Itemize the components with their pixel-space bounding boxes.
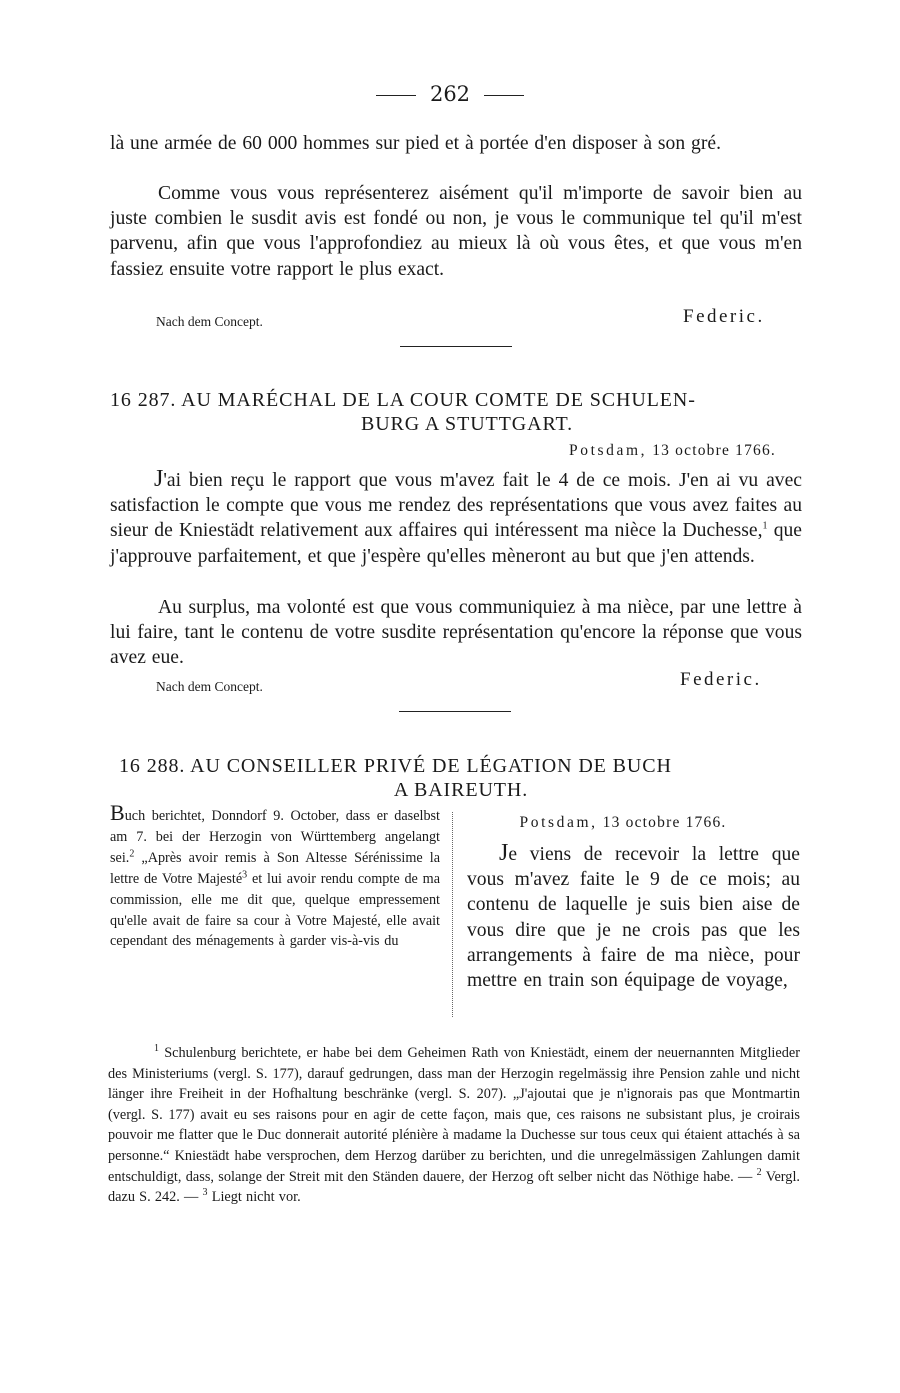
letter-number: 16 288.: [119, 755, 186, 777]
letter-16287-paragraph-1: J'ai bien reçu le rapport que vous m'avez fait le 4 de ce mois. J'en ai vu avec satisfaction le compte que vous me rendez des représentations que vous avez faites au sieur de Kniestädt relativement aux affaires qui intéressent ma nièce la Duchesse,$^1$ que j'approuve parfaitement, et que j'espère qu'elles mèneront au but que j'en attends.: [110, 466, 802, 567]
heading-line-2: BURG A STUTTGART.: [360, 413, 574, 435]
intro-paragraph-2: Comme vous vous représenterez aisément qu'il m'importe de savoir bien au juste combien le susdit avis est fondé ou non, je vous le communique tel qu'il m'est parvenu, afin que vous l'approfondiez au mieux là où vous êtes, et que vous m'en fassiez ensuite votre rapport le plus exact.: [110, 183, 802, 280]
footnote-1: Schulenburg berichtete, er habe bei dem Geheimen Rath von Kniestädt, einem der neuernannten Mitglieder des Ministeriums (vergl. S. 177), darauf gedrungen, dass man der Herzogin regelmässig ihre Pension zahle und nicht länger ihre Freiheit in der Hofhaltung beschränke (vergl. S. 207). „J'ajoutai que je n'ignorais pas que Montmartin (vergl. S. 177) avait eu ses raisons pour en agir de cette façon, mais que, ces raisons ne subsistant plus, je croirais pouvoir me flatter que le Duc donnerait autorité plénière à madame la Duchesse sur tous ceux qui étaient attachés à sa personne.“ Kniestädt habe versprochen, dem Herzog darüber zu berichten, und die unregelmässigen Zahlungen damit entschuldigt, dass, solange der Streit mit den Ständen dauere, der Herzog oft selber nicht das Nöthige habe. —: [108, 1045, 800, 1185]
separator-1: [400, 346, 512, 347]
footnote-ref: 3: [242, 868, 248, 880]
page-number-rule-right: [484, 95, 524, 96]
footnotes: [108, 1043, 800, 1208]
drop-initial: J: [154, 466, 164, 492]
letter-16288-dateline: Potsdam, 13 octobre 1766.: [519, 814, 727, 831]
footnote-mark: 3: [202, 1187, 208, 1199]
intro-signature: Federic.: [683, 306, 765, 327]
drop-initial: B: [110, 800, 125, 825]
drop-initial: J: [499, 840, 509, 866]
letter-number: 16 287.: [110, 389, 177, 411]
footnote-ref: 2: [129, 848, 135, 860]
heading-line-1: AU MARÉCHAL DE LA COUR COMTE DE SCHULEN-: [181, 389, 696, 411]
footnote-mark: 1: [154, 1043, 159, 1055]
letter-16287-paragraph-2: Au surplus, ma volonté est que vous communiquiez à ma nièce, par une lettre à lui faire, tant le contenu de votre susdite représentation qu'encore la réponse que vous avez eue.: [110, 597, 802, 669]
letter-16288-summary: Buch berichtet, Donndorf 9. October, dass er daselbst am 7. bei der Herzogin von Württemberg angelangt sei.$^2$ „Après avoir remis à Son Altesse Sérénissime la lettre de Votre Majesté$^3$ et lui avoir rendu compte de ma commission, elle me dit que, quelque empressement qu'elle avait de faire sa cour à Votre Majesté, elle avait cependant des ménagements à garder vis-à-vis du: [110, 800, 440, 950]
letter-16288-heading: [119, 754, 779, 802]
page-number-rule-left: [376, 95, 416, 96]
letter-16287-dateline: Potsdam, 13 octobre 1766.: [569, 442, 776, 459]
intro-source: Nach dem Concept.: [156, 314, 263, 329]
column-divider: [452, 812, 453, 1017]
footnote-2: Vergl. dazu S. 242. —: [108, 1168, 800, 1206]
intro-paragraph-1: là une armée de 60 000 hommes sur pied et à portée d'en disposer à son gré.: [110, 133, 721, 154]
letter-16287-signature: Federic.: [680, 669, 762, 690]
heading-line-2: A BAIREUTH.: [393, 779, 529, 801]
footnote-ref: 1: [762, 520, 768, 532]
page-number-text: 262: [429, 82, 471, 106]
heading-line-1: AU CONSEILLER PRIVÉ DE LÉGATION DE BUCH: [190, 755, 672, 777]
page-number: [0, 82, 900, 106]
letter-16288-text: Je viens de recevoir la lettre que vous m'avez faite le 9 de ce mois; au contenu de laquelle je suis bien aise de vous dire que je ne crois pas que les arrangements à faire de ma nièce, pour mettre en train son équipage de voyage,: [467, 840, 800, 992]
letter-16287-heading: [110, 388, 802, 436]
footnote-3: Liegt nicht vor.: [207, 1189, 301, 1206]
footnote-mark: 2: [756, 1166, 762, 1178]
separator-2: [399, 711, 511, 712]
letter-16287-source: Nach dem Concept.: [156, 679, 263, 694]
